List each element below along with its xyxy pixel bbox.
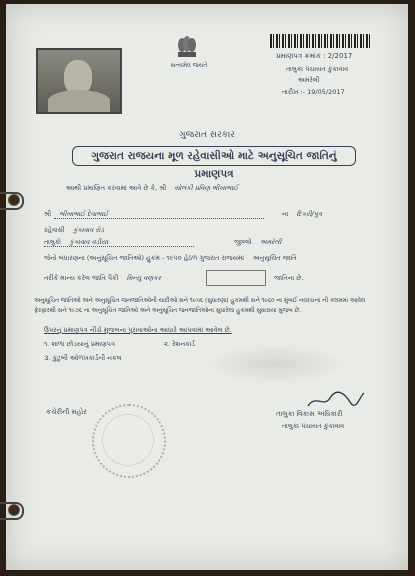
- underline: [44, 246, 194, 247]
- evidence-item: ૧. શાળા છોડયાનું પ્રમાણપત્ર: [44, 340, 115, 348]
- order-line: [44, 254, 296, 263]
- issuing-office: [286, 64, 348, 86]
- caste-suffix: જાતિના છે.: [274, 274, 304, 282]
- district-line: [234, 238, 281, 247]
- legal-paragraph: અનુસૂચિત જાતિઓ અને અનુસૂચિત જનજાતિઓની યાદીઓ સને ૧૯૫૬ (સુધારણા) હુકમથી સને ૧૯૬૦ ના મુંબઈ નવરચના ની કલમમાં આવેલ ફેરફારથી સને ૧૯૭૬ ના અનુસૂચિત જાતિઓ અને અનુસૂચિત જનજાતિઓના સુધારેલા હુકમથી સુધારાયા મુજબ છે.: [34, 298, 366, 314]
- office-line: તાલુકા પંચાયત કુંકાવાવ: [286, 65, 349, 73]
- evidence-item: ૨. રેશનકાર્ડ: [164, 340, 195, 348]
- round-seal-inner: [102, 414, 154, 466]
- issue-date: તારીખ :- 19/05/2017: [282, 88, 345, 96]
- father-name: ભીખાભાઈ દેવાભાઈ: [59, 210, 109, 218]
- intro-text: આથી પ્રમાણિત કરવામાં આવે છે કે, શ્રી: [66, 184, 167, 192]
- stamp-smudge: [206, 344, 346, 384]
- caste-box: [206, 270, 266, 286]
- certificate-paper: [6, 4, 408, 570]
- evidence-heading: ઉપરનું પ્રમાણપત્ર નીચે મુજબના પુરાવાઓના આધારે આપવામાં આવેલ છે.: [44, 326, 232, 334]
- order-text: જેનો બંધારણના (અનુસૂચિત જાતિઓ) હુકમ - ૧૯૫૦ હેઠળ ગુજરાત રાજયમાં: [44, 254, 245, 262]
- district-label: જીલ્લો: [234, 238, 252, 246]
- binder-ring: [0, 502, 24, 520]
- relation-prefix: ના: [282, 210, 289, 218]
- officer-office: તાલુકા પંચાયત કુંકાવાવ: [282, 422, 345, 430]
- barcode: [270, 34, 370, 48]
- national-emblem-icon: [172, 32, 202, 60]
- relation-line: [282, 210, 322, 219]
- relation-value: દિકરી/પુત્ર: [296, 210, 322, 218]
- evidence-item: ૩. કુટુંબી ઓળખકાર્ડની નકલ: [44, 354, 122, 362]
- caste-line: [44, 274, 161, 283]
- caste-label: તરીકે માન્ય કરેલ જાતિ પૈકી: [44, 274, 119, 282]
- holder-name: સોલંકી પ્રવિણ ભીખાભાઈ: [174, 184, 238, 192]
- applicant-photo: [36, 48, 122, 114]
- government-heading: ગુજરાત સરકાર: [179, 130, 235, 140]
- residence-line: [44, 226, 104, 235]
- binder-ring: [0, 192, 24, 210]
- officer-signature: [306, 390, 366, 410]
- district-value: અમરેલી: [259, 238, 282, 246]
- office-seal-label: કચેરીની મહોર: [46, 408, 87, 416]
- intro-line: [66, 184, 238, 193]
- shri-label: શ્રી: [44, 210, 52, 218]
- emblem-caption: સત્યમેવ જયતે: [170, 62, 208, 69]
- category-value: અનુસૂચિત જાતિ: [252, 254, 296, 262]
- certificate-number: પ્રમાણપત્ર ક્રમાંક : 2/2017: [276, 52, 353, 60]
- office-line: અમરેલી: [298, 76, 320, 84]
- residence-value: કુંકાવાવ રોડ: [72, 226, 104, 234]
- residence-label: રહેવાસી: [44, 226, 65, 234]
- caste-value: મિન્યુ વણકર: [126, 274, 161, 282]
- certificate-title: ગુજરાત રાજયના મૂળ રહેવાસીઓ માટે અનુસૂચિત જાતિનું પ્રમાણપત્ર: [72, 146, 356, 166]
- underline: [54, 218, 264, 219]
- taluka-value: કુંકાવાવ વડીયા: [69, 238, 109, 246]
- officer-title: તાલુકા વિકાસ અધિકારી: [276, 410, 343, 418]
- taluka-label: તાલુકો: [44, 238, 62, 246]
